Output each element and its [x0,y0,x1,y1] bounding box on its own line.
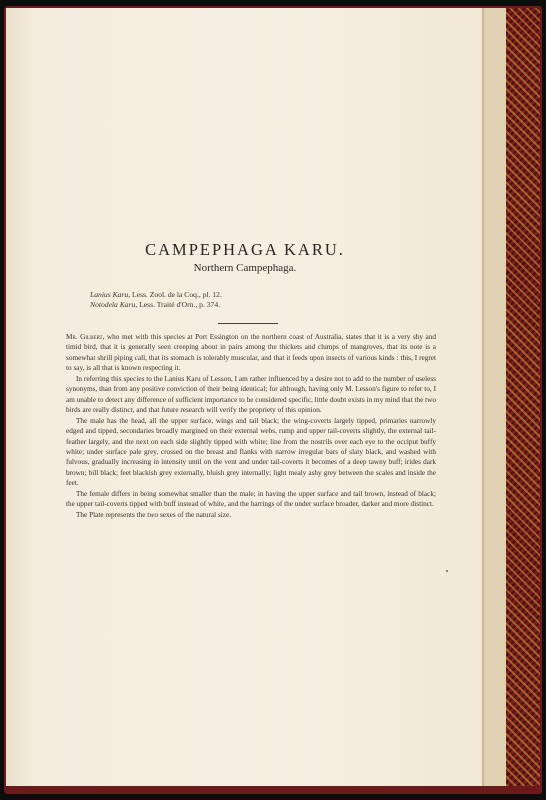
synonym-reference: , Less. Traité d'Orn., p. 374. [135,300,221,309]
synonym-reference: , Less. Zool. de la Coq., pl. 12. [128,290,222,299]
paragraph [66,332,436,374]
synonym-line [90,300,220,309]
synonym-line [90,290,222,299]
synonym-name: Lanius Karu [90,290,129,299]
marbled-edge [506,8,540,786]
paragraph: The male has the head, all the upper surface, wings and tail black; the wing-coverts largely tipped, primaries narrowly edged and tipped, secondaries broadly margined on their external webs, rump and upper tail-coverts slightly, the external tail-feather largely, and the next on each side slightly tipped with white; line from the nostrils over each eye to the occiput buffy white; under surface pale grey, crossed on the breast and flanks with narrow irregular bars of slaty black, and washed with fulvous, gradually increasing in intensity until on the vent and under tail-coverts it becomes of a deep tawny buff; irides dark brown; bill black; feet blackish grey externally, bluish grey internally; light mealy ashy grey between the scales and inside the feet. [66,416,436,488]
book-page [6,8,484,786]
paragraph: The female differs in being somewhat smaller than the male; in having the upper surface and tail brown, instead of black; the upper tail-coverts tipped with buff instead of white, and the barrings of the under surface broader, darker and more distinct. [66,489,436,509]
paragraph: The Plate represents the two sexes of the natural size. [76,510,232,519]
paragraph-text: , who met with this species at Port Essington on the northern coast of Australia, states that it is a very shy and timid bird, that it is generally seen creeping about in pairs among the thickets and clumps of mangroves, that its note is a somewhat shrill piping call, that its stomach is tolerably muscular, and that it feeds upon insects of various kinds : this, I regret to say, is all that is known respecting it. [66,333,436,373]
body-text [66,332,436,520]
page-subtitle: Northern Campephaga. [193,262,297,274]
intro-name: Mr. Gilbert [66,333,103,341]
divider-rule [218,323,278,324]
synonym-name: Notodela Karu [90,300,136,309]
page-mark [446,570,448,572]
paragraph: In referring this species to the Lanius Karu of Lesson, I am rather influenced by a desire not to add to the number of useless synonyms, than from any positive conviction of their being identical; for although, having only M. Lesson's figure to refer to, I am unable to detect any difference of sufficient importance to be considered specific, little doubt exists in my mind that the two birds are really distinct, and that future research will verify the propriety of this opinion. [66,374,436,415]
page-title: CAMPEPHAGA KARU. [145,240,345,259]
page-edges [484,8,506,786]
